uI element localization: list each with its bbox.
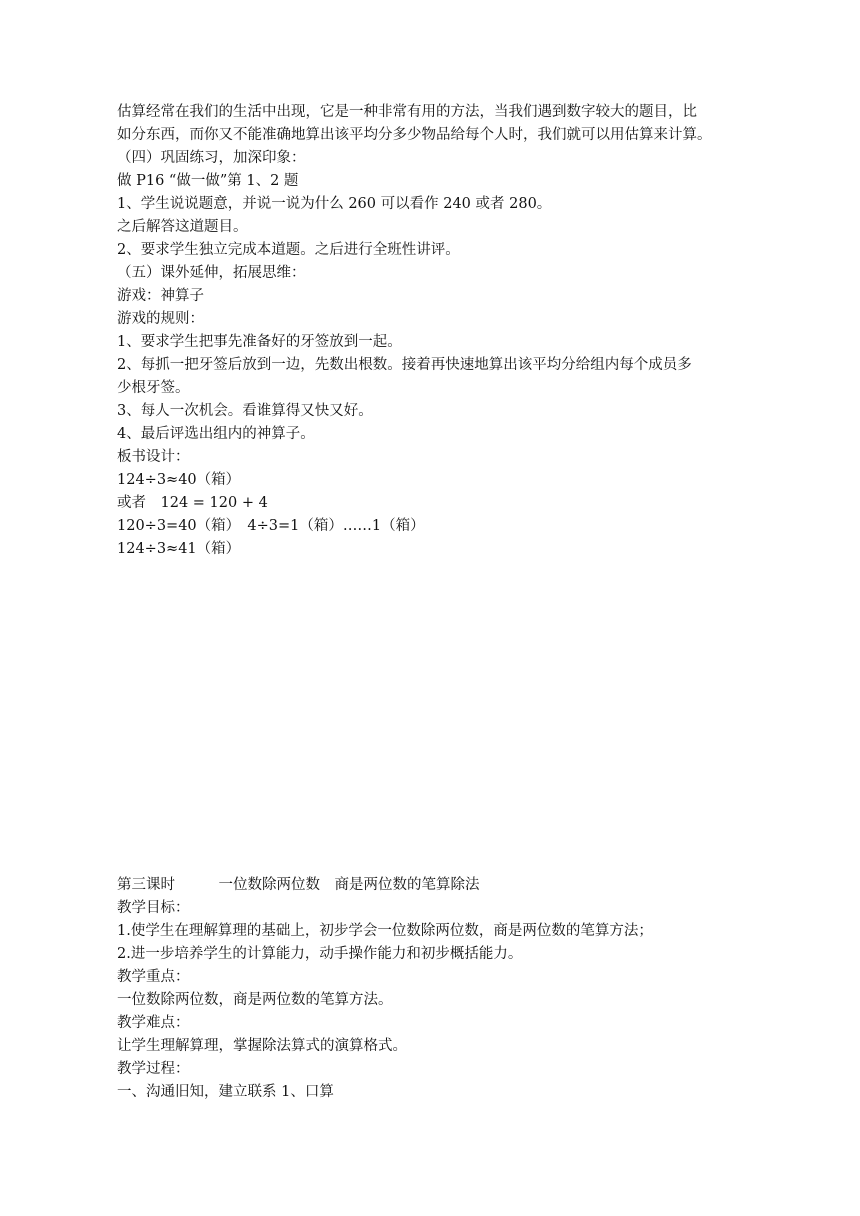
section-heading: 教学目标： <box>117 900 190 916</box>
paragraph-line: 1、要求学生把事先准备好的牙签放到一起。 <box>117 334 402 350</box>
lesson-title: 第三课时 一位数除两位数 商是两位数的笔算除法 <box>117 877 480 893</box>
paragraph-line: 让学生理解算理，掌握除法算式的演算格式。 <box>117 1038 407 1054</box>
paragraph-line: 2、要求学生独立完成本道题。之后进行全班性讲评。 <box>117 242 460 258</box>
section-heading: 教学重点： <box>117 969 190 985</box>
equation-line: 124÷3≈40（箱） <box>117 472 241 488</box>
section-heading: （四）巩固练习，加深印象： <box>117 150 306 166</box>
paragraph-line: 如分东西，而你又不能准确地算出该平均分多少物品给每个人时，我们就可以用估算来计算。 <box>117 127 712 143</box>
section-heading: （五）课外延伸，拓展思维： <box>117 265 306 281</box>
board-design-heading: 板书设计： <box>117 449 190 465</box>
paragraph-line: 2、每抓一把牙签后放到一边，先数出根数。接着再快速地算出该平均分给组内每个成员多 <box>117 357 692 373</box>
paragraph-line: 游戏的规则： <box>117 311 204 327</box>
paragraph-line: 一、沟通旧知，建立联系 1、口算 <box>117 1084 334 1100</box>
section-heading: 教学难点： <box>117 1015 190 1031</box>
equation-line: 或者 124 = 120 + 4 <box>117 495 268 511</box>
section-heading: 教学过程： <box>117 1061 190 1077</box>
paragraph-line: 少根牙签。 <box>117 380 190 396</box>
paragraph-line: 做 P16 “做一做”第 1、2 题 <box>117 173 299 189</box>
paragraph-line: 游戏：神算子 <box>117 288 204 304</box>
paragraph-line: 3、每人一次机会。看谁算得又快又好。 <box>117 403 373 419</box>
paragraph-line: 之后解答这道题目。 <box>117 219 248 235</box>
equation-line: 124÷3≈41（箱） <box>117 541 241 557</box>
paragraph-line: 4、最后评选出组内的神算子。 <box>117 426 315 442</box>
paragraph-line: 1、学生说说题意，并说一说为什么 260 可以看作 240 或者 280。 <box>117 196 552 212</box>
equation-line: 120÷3=40（箱） 4÷3=1（箱）……1（箱） <box>117 518 425 534</box>
paragraph-line: 估算经常在我们的生活中出现，它是一种非常有用的方法，当我们遇到数字较大的题目，比 <box>117 104 697 120</box>
paragraph-line: 2.进一步培养学生的计算能力，动手操作能力和初步概括能力。 <box>117 946 523 962</box>
paragraph-line: 一位数除两位数，商是两位数的笔算方法。 <box>117 992 393 1008</box>
paragraph-line: 1.使学生在理解算理的基础上，初步学会一位数除两位数，商是两位数的笔算方法； <box>117 923 653 939</box>
